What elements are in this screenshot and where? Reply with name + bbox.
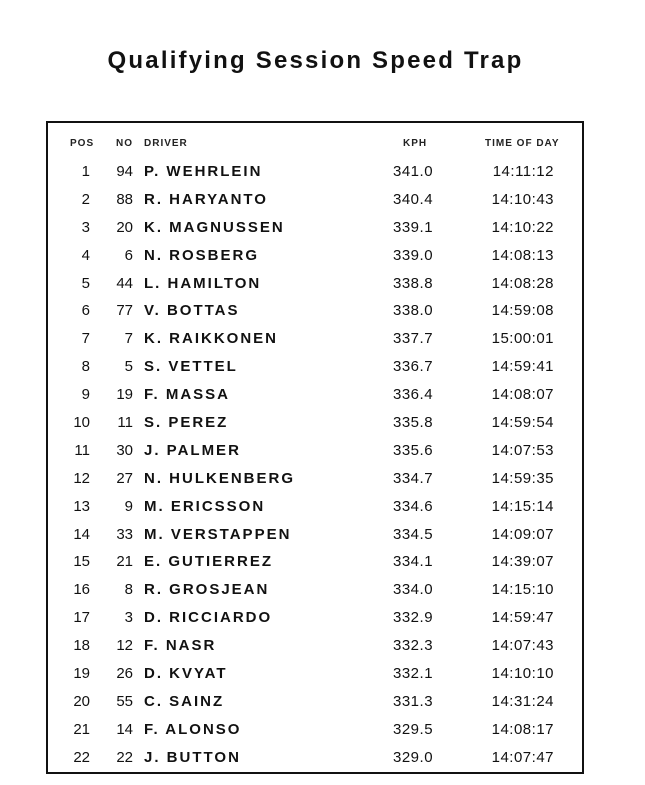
cell-time-of-day: 14:11:12 bbox=[492, 163, 554, 180]
cell-kph: 334.6 bbox=[393, 497, 434, 515]
cell-kph: 338.8 bbox=[393, 274, 434, 292]
cell-kph: 329.0 bbox=[393, 748, 434, 766]
cell-car-number: 26 bbox=[116, 665, 133, 683]
cell-time-of-day: 14:07:47 bbox=[491, 748, 554, 766]
cell-time-of-day: 14:07:53 bbox=[491, 441, 554, 459]
cell-driver: J. PALMER bbox=[144, 441, 241, 459]
cell-position: 21 bbox=[73, 720, 90, 738]
cell-driver: M. ERICSSON bbox=[144, 497, 266, 515]
table-row bbox=[0, 437, 645, 465]
cell-time-of-day: 14:10:22 bbox=[491, 218, 554, 236]
cell-position: 11 bbox=[74, 441, 90, 459]
cell-position: 19 bbox=[73, 665, 90, 683]
cell-driver: C. SAINZ bbox=[144, 692, 225, 710]
cell-time-of-day: 14:59:54 bbox=[491, 414, 554, 432]
cell-driver: S. VETTEL bbox=[144, 358, 238, 376]
cell-driver: F. ALONSO bbox=[144, 720, 242, 738]
cell-car-number: 30 bbox=[116, 441, 133, 459]
cell-position: 8 bbox=[81, 358, 90, 376]
cell-position: 5 bbox=[81, 274, 90, 292]
cell-time-of-day: 14:09:07 bbox=[491, 525, 554, 543]
column-header-driver: DRIVER bbox=[144, 138, 188, 149]
column-header-pos: POS bbox=[70, 138, 95, 149]
cell-kph: 340.4 bbox=[393, 190, 434, 208]
cell-driver: K. MAGNUSSEN bbox=[144, 218, 285, 236]
cell-kph: 336.7 bbox=[393, 358, 434, 376]
cell-car-number: 14 bbox=[116, 720, 133, 738]
table-row bbox=[0, 465, 645, 493]
cell-car-number: 9 bbox=[124, 497, 133, 515]
table-row bbox=[0, 297, 645, 325]
cell-kph: 332.3 bbox=[393, 637, 434, 655]
cell-kph: 332.9 bbox=[393, 609, 434, 627]
cell-car-number: 33 bbox=[116, 525, 133, 543]
cell-time-of-day: 14:59:35 bbox=[491, 469, 554, 487]
cell-position: 3 bbox=[81, 218, 90, 236]
cell-position: 1 bbox=[81, 163, 90, 180]
cell-position: 6 bbox=[81, 302, 90, 320]
cell-car-number: 8 bbox=[124, 581, 133, 599]
cell-driver: L. HAMILTON bbox=[144, 274, 262, 292]
table-row bbox=[0, 186, 645, 214]
cell-driver: N. HULKENBERG bbox=[144, 469, 296, 487]
table-row bbox=[0, 381, 645, 409]
cell-time-of-day: 14:07:43 bbox=[491, 637, 554, 655]
cell-position: 7 bbox=[81, 330, 90, 348]
cell-kph: 337.7 bbox=[393, 330, 434, 348]
cell-position: 17 bbox=[73, 609, 90, 627]
cell-time-of-day: 14:08:17 bbox=[491, 720, 554, 738]
cell-car-number: 3 bbox=[124, 609, 133, 627]
cell-driver: R. GROSJEAN bbox=[144, 581, 270, 599]
table-row bbox=[0, 158, 645, 186]
cell-car-number: 19 bbox=[116, 386, 133, 404]
cell-car-number: 77 bbox=[116, 302, 133, 320]
table-row bbox=[0, 744, 645, 772]
column-header-no: NO bbox=[116, 138, 133, 149]
table-row bbox=[0, 242, 645, 270]
cell-car-number: 88 bbox=[116, 190, 133, 208]
cell-time-of-day: 14:10:10 bbox=[491, 665, 554, 683]
cell-position: 9 bbox=[81, 386, 90, 404]
cell-kph: 331.3 bbox=[393, 692, 434, 710]
table-row bbox=[0, 325, 645, 353]
cell-kph: 334.0 bbox=[393, 581, 434, 599]
page-title: Qualifying Session Speed Trap bbox=[107, 47, 524, 74]
cell-kph: 335.6 bbox=[393, 441, 434, 459]
cell-time-of-day: 14:08:07 bbox=[491, 386, 554, 404]
cell-car-number: 22 bbox=[116, 748, 133, 766]
cell-driver: J. BUTTON bbox=[144, 748, 241, 766]
cell-time-of-day: 14:08:13 bbox=[491, 246, 554, 264]
table-row bbox=[0, 493, 645, 521]
cell-driver: N. ROSBERG bbox=[144, 246, 260, 264]
cell-kph: 332.1 bbox=[393, 665, 434, 683]
table-row bbox=[0, 716, 645, 744]
table-row bbox=[0, 632, 645, 660]
table-row bbox=[0, 409, 645, 437]
cell-position: 2 bbox=[81, 190, 90, 208]
table-row bbox=[0, 688, 645, 716]
cell-position: 15 bbox=[73, 553, 90, 571]
cell-time-of-day: 14:31:24 bbox=[491, 692, 554, 710]
cell-position: 20 bbox=[73, 692, 90, 710]
cell-car-number: 21 bbox=[116, 553, 133, 571]
cell-position: 4 bbox=[81, 246, 90, 264]
cell-car-number: 94 bbox=[116, 163, 133, 180]
table-row bbox=[0, 660, 645, 688]
cell-car-number: 11 bbox=[117, 414, 133, 432]
cell-kph: 339.0 bbox=[393, 246, 434, 264]
cell-time-of-day: 14:15:14 bbox=[491, 497, 554, 515]
cell-driver: P. WEHRLEIN bbox=[144, 163, 263, 180]
cell-car-number: 7 bbox=[124, 330, 133, 348]
cell-time-of-day: 14:59:41 bbox=[491, 358, 554, 376]
cell-time-of-day: 14:08:28 bbox=[491, 274, 554, 292]
table-row bbox=[0, 214, 645, 242]
cell-car-number: 6 bbox=[124, 246, 133, 264]
cell-kph: 338.0 bbox=[393, 302, 434, 320]
cell-time-of-day: 14:59:47 bbox=[491, 609, 554, 627]
cell-kph: 341.0 bbox=[393, 163, 434, 180]
table-row bbox=[0, 548, 645, 576]
cell-driver: K. RAIKKONEN bbox=[144, 330, 279, 348]
cell-car-number: 20 bbox=[116, 218, 133, 236]
cell-driver: D. KVYAT bbox=[144, 665, 228, 683]
cell-driver: R. HARYANTO bbox=[144, 190, 268, 208]
cell-driver: V. BOTTAS bbox=[144, 302, 240, 320]
cell-kph: 339.1 bbox=[393, 218, 434, 236]
cell-car-number: 55 bbox=[116, 692, 133, 710]
table-row bbox=[0, 576, 645, 604]
cell-driver: F. MASSA bbox=[144, 386, 231, 404]
cell-kph: 334.5 bbox=[393, 525, 434, 543]
cell-driver: M. VERSTAPPEN bbox=[144, 525, 292, 543]
column-header-kph: KPH bbox=[403, 138, 428, 149]
table-row bbox=[0, 353, 645, 381]
cell-position: 14 bbox=[73, 525, 90, 543]
cell-car-number: 5 bbox=[124, 358, 133, 376]
column-header-time-of-day: TIME OF DAY bbox=[485, 138, 560, 149]
cell-driver: S. PEREZ bbox=[144, 414, 229, 432]
results-table-body bbox=[0, 158, 645, 772]
cell-time-of-day: 15:00:01 bbox=[491, 330, 554, 348]
cell-car-number: 44 bbox=[116, 274, 133, 292]
cell-time-of-day: 14:10:43 bbox=[491, 190, 554, 208]
cell-driver: E. GUTIERREZ bbox=[144, 553, 274, 571]
cell-kph: 334.1 bbox=[393, 553, 434, 571]
cell-position: 10 bbox=[73, 414, 90, 432]
cell-time-of-day: 14:39:07 bbox=[491, 553, 554, 571]
cell-kph: 336.4 bbox=[393, 386, 434, 404]
cell-position: 13 bbox=[73, 497, 90, 515]
cell-position: 16 bbox=[73, 581, 90, 599]
cell-car-number: 12 bbox=[116, 637, 133, 655]
cell-time-of-day: 14:15:10 bbox=[491, 581, 554, 599]
cell-position: 12 bbox=[73, 469, 90, 487]
cell-car-number: 27 bbox=[116, 469, 133, 487]
cell-time-of-day: 14:59:08 bbox=[491, 302, 554, 320]
cell-position: 18 bbox=[73, 637, 90, 655]
cell-driver: F. NASR bbox=[144, 637, 217, 655]
cell-kph: 334.7 bbox=[393, 469, 434, 487]
cell-kph: 335.8 bbox=[393, 414, 434, 432]
cell-kph: 329.5 bbox=[393, 720, 434, 738]
cell-position: 22 bbox=[73, 748, 90, 766]
table-row bbox=[0, 270, 645, 298]
cell-driver: D. RICCIARDO bbox=[144, 609, 273, 627]
table-row bbox=[0, 604, 645, 632]
table-row bbox=[0, 521, 645, 549]
